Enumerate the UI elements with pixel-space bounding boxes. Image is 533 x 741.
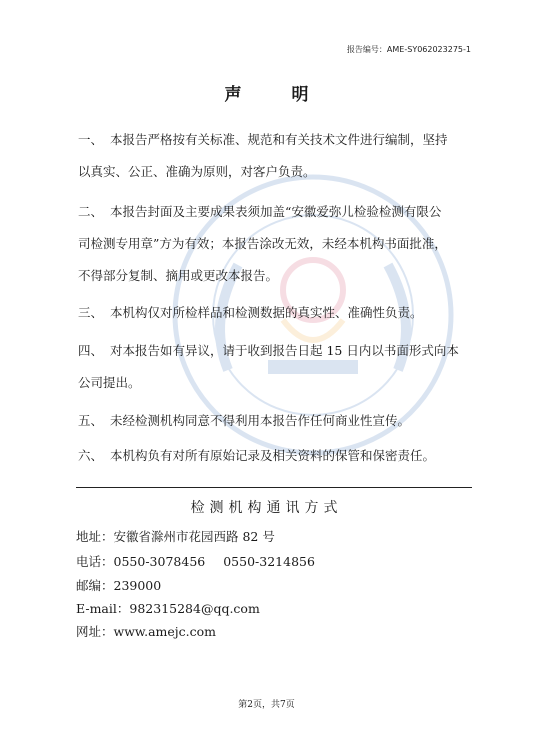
clause-text: 对本报告如有异议，请于收到报告日起 15 日内以书面形式向本 bbox=[110, 343, 459, 358]
contact-postcode: 邮编：239000 bbox=[76, 578, 162, 593]
phone-label: 电话： bbox=[76, 554, 114, 569]
clause-4 bbox=[78, 335, 472, 399]
clause-text-cont: 不得部分复制、摘用或更改本报告。 bbox=[78, 268, 279, 283]
phone-number-1: 0550-3078456 bbox=[113, 554, 206, 569]
clause-number: 六、 bbox=[78, 448, 104, 463]
clause-text-cont: 司检测专用章”方为有效；本报告涂改无效，未经本机构书面批准， bbox=[78, 236, 447, 251]
phone-number-2: 0550-3214856 bbox=[223, 554, 315, 569]
contact-website: 网址：www.amejc.com bbox=[76, 624, 217, 639]
clause-text: 本报告严格按有关标准、规范和有关技术文件进行编制，坚持 bbox=[110, 132, 448, 147]
clause-1 bbox=[78, 124, 472, 188]
clause-text: 本报告封面及主要成果表须加盖“安徽爱弥儿检验检测有限公 bbox=[110, 204, 442, 219]
clause-text: 本机构负有对所有原始记录及相关资料的保管和保密责任。 bbox=[110, 448, 436, 463]
clause-text-cont: 以真实、公正、准确为原则，对客户负责。 bbox=[78, 164, 316, 179]
clause-2 bbox=[78, 196, 472, 292]
clause-number: 一、 bbox=[78, 132, 104, 147]
clause-number: 二、 bbox=[78, 204, 104, 219]
contact-address: 地址：安徽省滁州市花园西路 82 号 bbox=[76, 529, 275, 544]
clause-text-cont: 公司提出。 bbox=[78, 375, 141, 390]
page-footer: 第2页，共7页 bbox=[238, 700, 295, 710]
section-divider bbox=[76, 487, 472, 488]
clause-5 bbox=[78, 405, 472, 437]
contact-email: E-mail：982315284@qq.com bbox=[76, 601, 260, 616]
clause-number: 五、 bbox=[78, 413, 104, 428]
report-number: 报告编号：AME-SY062023275-1 bbox=[346, 45, 471, 54]
clause-number: 三、 bbox=[78, 305, 104, 320]
clause-number: 四、 bbox=[78, 343, 104, 358]
contact-section-title: 检测机构通讯方式 bbox=[190, 500, 343, 516]
page-title: 声 明 bbox=[224, 85, 331, 105]
clause-3 bbox=[78, 297, 472, 329]
clause-text: 本机构仅对所检样品和检测数据的真实性、准确性负责。 bbox=[110, 305, 423, 320]
contact-phone bbox=[76, 552, 315, 570]
clause-6 bbox=[78, 440, 472, 472]
clause-text: 未经检测机构同意不得利用本报告作任何商业性宣传。 bbox=[110, 413, 411, 428]
